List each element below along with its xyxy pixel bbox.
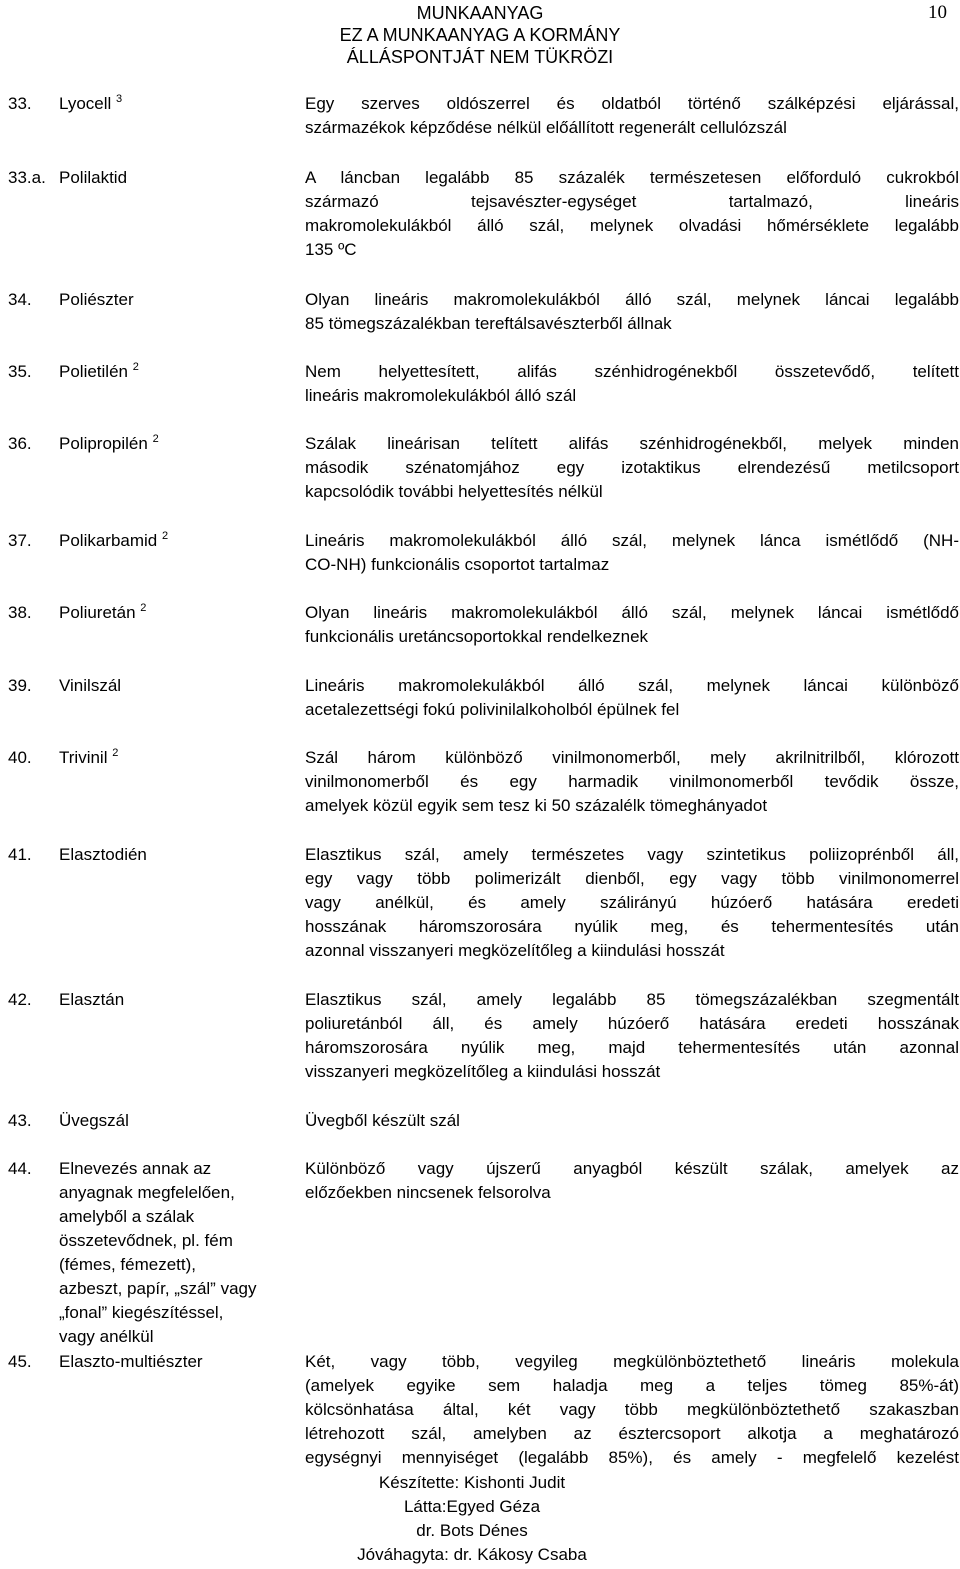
entry-term bbox=[59, 601, 304, 625]
definition-line: Olyan lineáris makromolekulákból álló szál, melynek láncai legalább bbox=[305, 290, 959, 309]
definition-line: A láncban legalább 85 százalék természetesen előforduló cukrokból bbox=[305, 168, 959, 187]
definition-line: vinilmonomerből és egy harmadik vinilmonomerből tevődik össze, bbox=[305, 772, 959, 791]
entry-number: 39. bbox=[8, 676, 32, 695]
definition-line: poliuretánból áll, és amely húzóerő hatására eredeti hosszának bbox=[305, 1014, 959, 1033]
page-number: 10 bbox=[928, 2, 947, 23]
entry-definition bbox=[305, 1350, 959, 1470]
footnote-marker: 2 bbox=[162, 530, 169, 542]
entry-term-text: Lyocell bbox=[59, 94, 112, 113]
definition-line: Elasztikus szál, amely természetes vagy szintetikus poliizoprénből áll, bbox=[305, 845, 959, 864]
entry-term-line: (fémes, fémezett), bbox=[59, 1255, 196, 1274]
entry-definition bbox=[305, 601, 959, 649]
entry-number: 34. bbox=[8, 290, 32, 309]
definition-line: Nem helyettesített, alifás szénhidrogénekből összetevődő, telített bbox=[305, 362, 959, 381]
entry-term bbox=[59, 1350, 304, 1374]
entry-term bbox=[59, 529, 304, 553]
entry-term-line: Elnevezés annak az bbox=[59, 1159, 212, 1178]
definition-line: Elasztikus szál, amely legalább 85 tömegszázalékban szegmentált bbox=[305, 990, 959, 1009]
header-line-1: MUNKAANYAG bbox=[416, 3, 544, 23]
entry-number: 45. bbox=[8, 1352, 32, 1371]
definition-line: származó tejsavészter-egységet tartalmazó, lineáris bbox=[305, 192, 959, 211]
definition-line: vagy anélkül, és amely szálirányú húzóerő hatására eredeti bbox=[305, 893, 959, 912]
entry-definition bbox=[305, 92, 959, 140]
entry-number: 33.a. bbox=[8, 168, 46, 187]
entry-definition bbox=[305, 360, 959, 408]
definition-line: létrehozott szál, amelyben az észtercsoport alkotja a meghatározó bbox=[305, 1424, 959, 1443]
entry-definition bbox=[305, 1109, 959, 1133]
definition-line: előzőekben nincsenek felsorolva bbox=[305, 1183, 551, 1202]
definition-line: amelyek közül egyik sem tesz ki 50 százalélk tömeghányadot bbox=[305, 796, 768, 815]
entry-term-text: Polilaktid bbox=[59, 168, 128, 187]
definition-line: kapcsolódik további helyettesítés nélkül bbox=[305, 482, 603, 501]
footnote-marker: 2 bbox=[152, 433, 159, 445]
definition-line: háromszorosára nyúlik meg, majd tehermentesítés után azonnal bbox=[305, 1038, 959, 1057]
entry-number: 35. bbox=[8, 362, 32, 381]
definition-line: (amelyek egyike sem haladja meg a teljes tömeg 85%-át) bbox=[305, 1376, 959, 1395]
entry-term bbox=[59, 432, 304, 456]
definition-line: hosszának háromszorosára nyúlik meg, és tehermentesítés után bbox=[305, 917, 959, 936]
definition-line: azonnal visszanyeri megközelítőleg a kiindulási hosszát bbox=[305, 941, 725, 960]
definition-line: funkcionális uretáncsoportokkal rendelkeznek bbox=[305, 627, 649, 646]
entry-term bbox=[59, 988, 304, 1012]
footnote-marker: 2 bbox=[140, 602, 147, 614]
entry-term-text: Trivinil bbox=[59, 748, 108, 767]
entry-definition bbox=[305, 843, 959, 963]
entry-term-text: Poliészter bbox=[59, 290, 134, 309]
entry-number: 33. bbox=[8, 94, 32, 113]
entry-number: 36. bbox=[8, 434, 32, 453]
definition-line: Két, vagy több, vegyileg megkülönböztethető lineáris molekula bbox=[305, 1352, 959, 1371]
entry-term-text: Polipropilén bbox=[59, 434, 148, 453]
entry-term-line: amelyből a szálak bbox=[59, 1207, 195, 1226]
entry-term bbox=[59, 288, 304, 312]
entry-term-line: összetevődnek, pl. fém bbox=[59, 1231, 233, 1250]
entry-term-text: Üvegszál bbox=[59, 1111, 129, 1130]
entry-term-line: azbeszt, papír, „szál” vagy bbox=[59, 1279, 257, 1298]
footnote-marker: 2 bbox=[112, 747, 119, 759]
entry-definition bbox=[305, 288, 959, 336]
entry-term-text: Polikarbamid bbox=[59, 531, 158, 550]
entry-definition bbox=[305, 529, 959, 577]
entry-term-text: Vinilszál bbox=[59, 676, 122, 695]
footer-seen: Látta:Egyed Géza bbox=[403, 1497, 541, 1516]
entry-definition bbox=[305, 988, 959, 1084]
definition-line: egy vagy több polimerizált dienből, egy vagy több vinilmonomerrel bbox=[305, 869, 959, 888]
footer-reviewer: dr. Bots Dénes bbox=[416, 1521, 528, 1540]
definition-line: visszanyeri megközelítőleg a kiindulási hosszát bbox=[305, 1062, 661, 1081]
definition-line: makromolekulákból álló szál, melynek olvadási hőmérséklete legalább bbox=[305, 216, 959, 235]
entry-term-text: Polietilén bbox=[59, 362, 128, 381]
entry-term-text: Elaszto-multiészter bbox=[59, 1352, 203, 1371]
entry-number: 38. bbox=[8, 603, 32, 622]
entry-number: 43. bbox=[8, 1111, 32, 1130]
definition-line: egységnyi mennyiséget (legalább 85%), és amely - megfelelő kezelést bbox=[305, 1448, 959, 1467]
entry-number: 40. bbox=[8, 748, 32, 767]
definition-line: Egy szerves oldószerrel és oldatból történő szálképzési eljárással, bbox=[305, 94, 959, 113]
definition-line: Lineáris makromolekulákból álló szál, melynek láncai különböző bbox=[305, 676, 959, 695]
entry-definition bbox=[305, 166, 959, 262]
entry-term bbox=[59, 674, 304, 698]
entry-term-line: vagy anélkül bbox=[59, 1327, 154, 1346]
entry-term bbox=[59, 1109, 304, 1133]
entry-term bbox=[59, 1157, 304, 1349]
entry-definition bbox=[305, 1157, 959, 1205]
header-watermark bbox=[0, 2, 960, 68]
entry-definition bbox=[305, 746, 959, 818]
definition-line: Olyan lineáris makromolekulákból álló szál, melynek láncai ismétlődő bbox=[305, 603, 959, 622]
header-line-2: EZ A MUNKAANYAG A KORMÁNY bbox=[339, 25, 621, 45]
footnote-marker: 2 bbox=[132, 361, 139, 373]
entry-number: 42. bbox=[8, 990, 32, 1009]
entry-number: 44. bbox=[8, 1159, 32, 1178]
entry-definition bbox=[305, 432, 959, 504]
entry-number: 37. bbox=[8, 531, 32, 550]
definition-line: Szálak lineárisan telített alifás szénhidrogénekből, melyek minden bbox=[305, 434, 959, 453]
footnote-marker: 3 bbox=[116, 93, 123, 105]
entry-term bbox=[59, 843, 304, 867]
entry-term-text: Poliuretán bbox=[59, 603, 136, 622]
definition-line: 135 ºC bbox=[305, 240, 357, 259]
header-line-3: ÁLLÁSPONTJÁT NEM TÜKRÖZI bbox=[346, 47, 614, 67]
definition-line: CO-NH) funkcionális csoportot tartalmaz bbox=[305, 555, 610, 574]
definition-line: második szénatomjához egy izotaktikus elrendezésű metilcsoport bbox=[305, 458, 959, 477]
definition-line: lineáris makromolekulákból álló szál bbox=[305, 386, 577, 405]
entry-term-line: „fonal” kiegészítéssel, bbox=[59, 1303, 224, 1322]
footer-prepared: Készítette: Kishonti Judit bbox=[378, 1473, 566, 1492]
definition-line: kölcsönhatása által, két vagy több megkülönböztethető szakaszban bbox=[305, 1400, 959, 1419]
entry-term bbox=[59, 166, 304, 190]
entry-term-text: Elasztán bbox=[59, 990, 125, 1009]
entry-term-line: anyagnak megfelelően, bbox=[59, 1183, 235, 1202]
definition-line: Üvegből készült szál bbox=[305, 1111, 460, 1130]
footer-signatures bbox=[0, 1471, 944, 1567]
entry-term bbox=[59, 746, 304, 770]
definition-line: származékok képződése nélkül előállított regenerált cellulózszál bbox=[305, 118, 787, 137]
definition-line: Szál három különböző vinilmonomerből, mely akrilnitrilből, klórozott bbox=[305, 748, 959, 767]
entry-term bbox=[59, 360, 304, 384]
footer-approved: Jóváhagyta: dr. Kákosy Csaba bbox=[357, 1545, 587, 1564]
definition-line: 85 tömegszázalékban tereftálsavészterből állnak bbox=[305, 314, 672, 333]
definition-line: Különböző vagy újszerű anyagból készült szálak, amelyek az bbox=[305, 1159, 959, 1178]
entry-number: 41. bbox=[8, 845, 32, 864]
definition-line: acetalezettségi fokú polivinilalkoholból épülnek fel bbox=[305, 700, 680, 719]
entry-term-text: Elasztodién bbox=[59, 845, 147, 864]
entry-term bbox=[59, 92, 304, 116]
entry-definition bbox=[305, 674, 959, 722]
definition-line: Lineáris makromolekulákból álló szál, melynek lánca ismétlődő (NH- bbox=[305, 531, 959, 550]
